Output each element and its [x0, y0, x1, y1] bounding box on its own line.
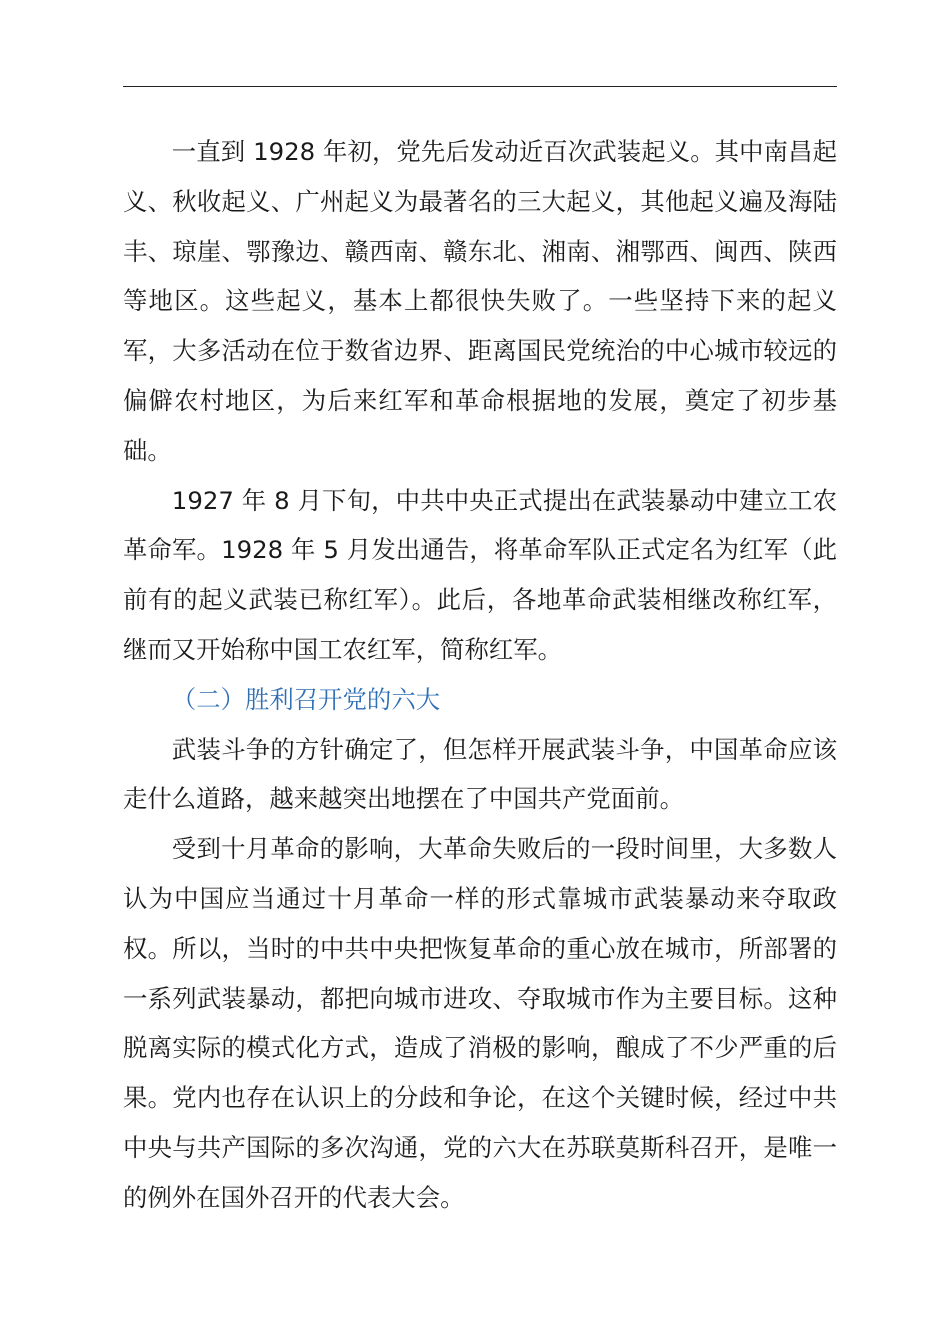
body-paragraph: 武装斗争的方针确定了，但怎样开展武装斗争，中国革命应该走什么道路，越来越突出地摆在了中国共产党面前。 [123, 734, 837, 814]
body-paragraph: 1927 年 8 月下旬，中共中央正式提出在武装暴动中建立工农革命军。1928 年 5 月发出通告，将革命军队正式定名为红军（此前有的起义武装已称红军）。此后，各地革命武装相继改称红军，继而又开始称中国工农红军，简称红军。 [123, 485, 837, 664]
section-heading: （二）胜利召开党的六大 [171, 684, 441, 714]
header-rule [123, 86, 837, 87]
page-body [123, 127, 837, 1223]
body-paragraph: 受到十月革命的影响，大革命失败后的一段时间里，大多数人认为中国应当通过十月革命一样的形式靠城市武装暴动来夺取政权。所以，当时的中共中央把恢复革命的重心放在城市，所部署的一系列武装暴动，都把向城市进攻、夺取城市作为主要目标。这种脱离实际的模式化方式，造成了消极的影响，酿成了不少严重的后果。党内也存在认识上的分歧和争论，在这个关键时候，经过中共中央与共产国际的多次沟通，党的六大在苏联莫斯科召开，是唯一的例外在国外召开的代表大会。 [123, 834, 837, 1212]
body-paragraph: 一直到 1928 年初，党先后发动近百次武装起义。其中南昌起义、秋收起义、广州起义为最著名的三大起义，其他起义遍及海陆丰、琼崖、鄂豫边、赣西南、赣东北、湘南、湘鄂西、闽西、陕西等地区。这些起义，基本上都很快失败了。一些坚持下来的起义军，大多活动在位于数省边界、距离国民党统治的中心城市较远的偏僻农村地区，为后来红军和革命根据地的发展，奠定了初步基础。 [123, 137, 837, 465]
